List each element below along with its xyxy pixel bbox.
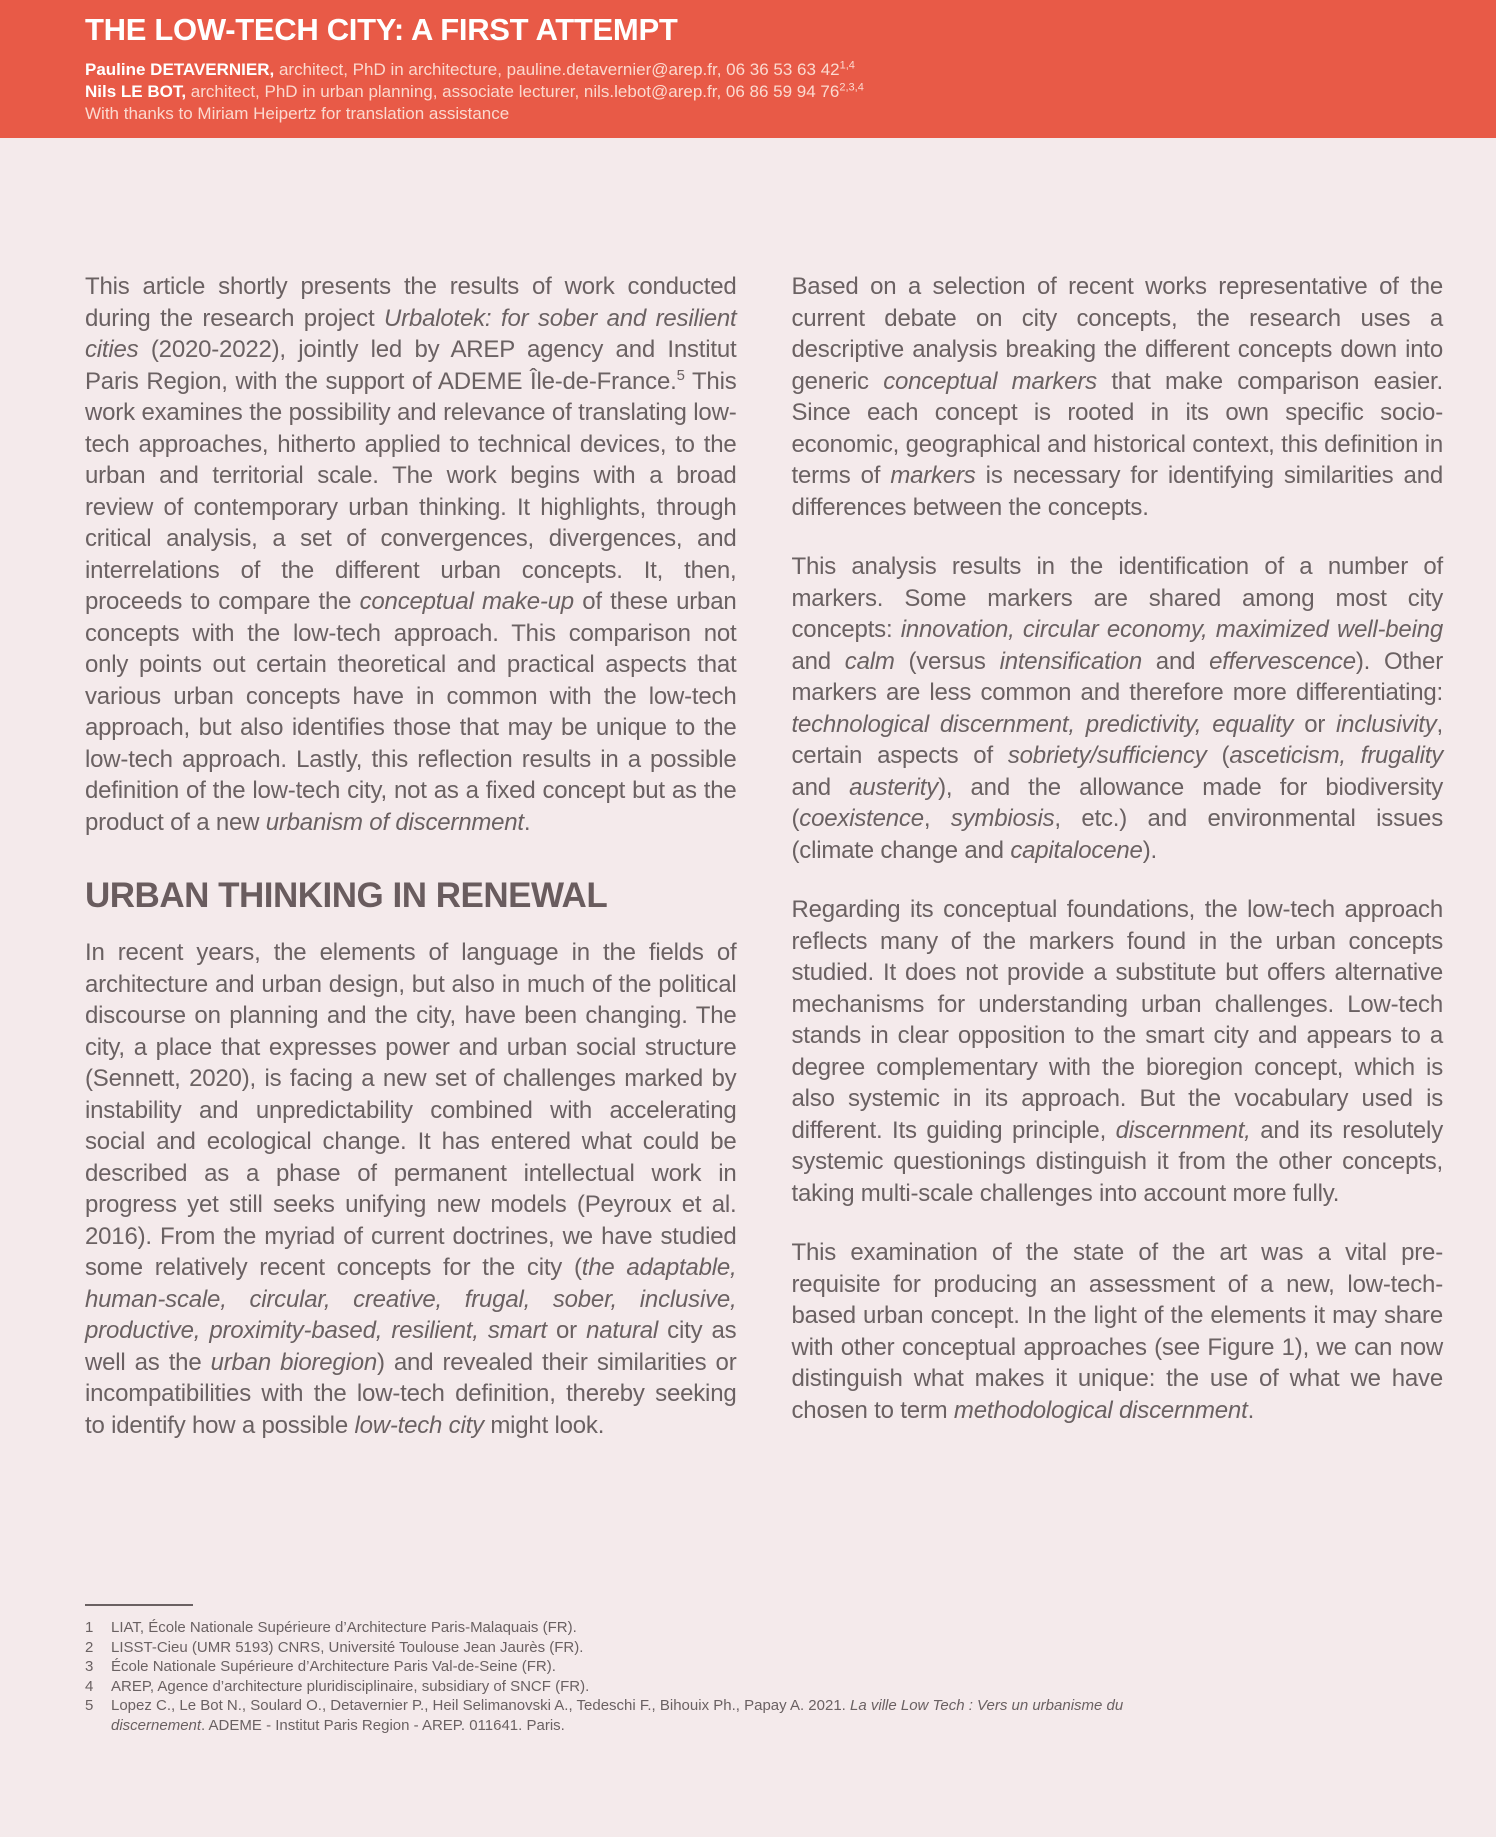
article-header xyxy=(0,0,1496,138)
footnotes-section xyxy=(85,1604,1155,1735)
footnote-number: 2 xyxy=(85,1638,94,1656)
footnote-text: AREP, Agence d’architecture pluridisciplinaire, subsidiary of SNCF (FR). xyxy=(111,1677,590,1695)
body-paragraph: This examination of the state of the art was a vital pre-requisite for producing an assessment of a new, low-tech-based urban concept. In the light of the elements it may share with other conceptual approaches (see Figure 1), we can now distinguish what makes it unique: the use of what we have chosen to term methodological discernment. xyxy=(791,1239,1443,1424)
footnote-item xyxy=(85,1677,1155,1697)
author-details: architect, PhD in urban planning, associate lecturer, nils.lebot@arep.fr, 06 86 59 94 76 xyxy=(186,82,840,101)
article-columns xyxy=(85,271,1443,1469)
body-paragraph: In recent years, the elements of language in the fields of architecture and urban design, but also in much of the political discourse on planning and the city, have been changing. The city, a place that expresses power and urban social structure (Sennett, 2020), is facing a new set of challenges marked by instability and unpredictability combined with accelerating social and ecological change. It has entered what could be described as a phase of permanent intellectual work in progress yet still seeks unifying new models (Peyroux et al. 2016). From the myriad of current doctrines, we have studied some relatively recent concepts for the city (the adaptable, human-scale, circular, creative, frugal, sober, inclusive, productive, proximity-based, resilient, smart or natural city as well as the urban bioregion) and revealed their similarities or incompatibilities with the low-tech definition, thereby seeking to identify how a possible low-tech city might look. xyxy=(85,939,737,1439)
footnote-text: LIAT, École Nationale Supérieure d’Architecture Paris-Malaquais (FR). xyxy=(111,1619,577,1636)
footnotes-separator xyxy=(85,1604,193,1606)
footnote-number: 3 xyxy=(85,1658,94,1675)
author-note-superscript: 2,3,4 xyxy=(839,81,864,94)
column-left xyxy=(85,271,737,1469)
author-note-superscript: 1,4 xyxy=(839,59,855,72)
author-details: architect, PhD in architecture, pauline.detavernier@arep.fr, 06 36 53 63 42 xyxy=(274,60,840,79)
page-title: THE LOW-TECH CITY: A FIRST ATTEMPT xyxy=(85,12,678,47)
body-paragraph: Regarding its conceptual foundations, the low-tech approach reflects many of the markers found in the urban concepts studied. It does not provide a substitute but offers alternative mechanisms for understanding urban challenges. Low-tech stands in clear opposition to the smart city and appears to a degree complementary with the bioregion concept, which is also systemic in its approach. But the vocabulary used is different. Its guiding principle, discernment, and its resolutely systemic questionings distinguish it from the other concepts, taking multi-scale challenges into account more fully. xyxy=(791,896,1443,1207)
footnote-item xyxy=(85,1618,1155,1638)
section-heading: URBAN THINKING IN RENEWAL xyxy=(85,876,608,915)
author-name: Pauline DETAVERNIER, xyxy=(85,60,275,79)
body-paragraph: Based on a selection of recent works representative of the current debate on city concepts, the research uses a descriptive analysis breaking the different concepts down into generic conceptual markers that make comparison easier. Since each concept is rooted in its own specific socio-economic, geographical and historical context, this definition in terms of markers is necessary for identifying similarities and differences between the concepts. xyxy=(791,273,1443,521)
footnote-item xyxy=(85,1638,1155,1658)
column-right xyxy=(792,271,1444,1469)
footnote-number: 1 xyxy=(85,1619,94,1636)
author-name: Nils LE BOT, xyxy=(85,82,187,101)
body-paragraph: This article shortly presents the results of work conducted during the research project Urbalotek: for sober and resilient cities (2020-2022), jointly led by AREP agency and Institut Paris Region, with the support of ADEME Île-de-France.$^5$ This work examines the possibility and relevance of translating low-tech approaches, hitherto applied to technical devices, to the urban and territorial scale. The work begins with a broad review of contemporary urban thinking. It highlights, through critical analysis, a set of convergences, divergences, and interrelations of the different urban concepts. It, then, proceeds to compare the conceptual make-up of these urban concepts with the low-tech approach. This comparison not only points out certain theoretical and practical aspects that various urban concepts have in common with the low-tech approach, but also identifies those that may be unique to the low-tech approach. Lastly, this reflection results in a possible definition of the low-tech city, not as a fixed concept but as the product of a new urbanism of discernment. xyxy=(85,273,737,836)
footnote-item xyxy=(85,1696,1155,1735)
body-paragraph: This analysis results in the identification of a number of markers. Some markers are shared among most city concepts: innovation, circular economy, maximized well-being and calm (versus intensification and effervescence). Other markers are less common and therefore more differentiating: technological discernment, predictivity, equality or inclusivity, certain aspects of sobriety/sufficiency (asceticism, frugality and austerity), and the allowance made for biodiversity (coexistence, symbiosis, etc.) and environmental issues (climate change and capitalocene). xyxy=(791,553,1444,864)
author-line xyxy=(85,59,1456,81)
footnote-text: LISST-Cieu (UMR 5193) CNRS, Université Toulouse Jean Jaurès (FR). xyxy=(111,1638,584,1656)
footnote-text: École Nationale Supérieure d’Architecture Paris Val-de-Seine (FR). xyxy=(111,1658,556,1675)
translation-thanks: With thanks to Miriam Heipertz for translation assistance xyxy=(85,104,510,123)
footnote-item xyxy=(85,1657,1155,1677)
footnote-number: 4 xyxy=(85,1677,94,1695)
footnotes-list xyxy=(85,1618,1155,1735)
footnote-text: Lopez C., Le Bot N., Soulard O., Detavernier P., Heil Selimanovski A., Tedeschi F., Bihouix Ph., Papay A. 2021. La ville Low Tech : Vers un urbanisme du discernement. ADEME - Institut Paris Region - AREP. 011641. Paris. xyxy=(111,1697,1124,1734)
footnote-number: 5 xyxy=(85,1697,94,1714)
author-line xyxy=(85,81,1456,103)
